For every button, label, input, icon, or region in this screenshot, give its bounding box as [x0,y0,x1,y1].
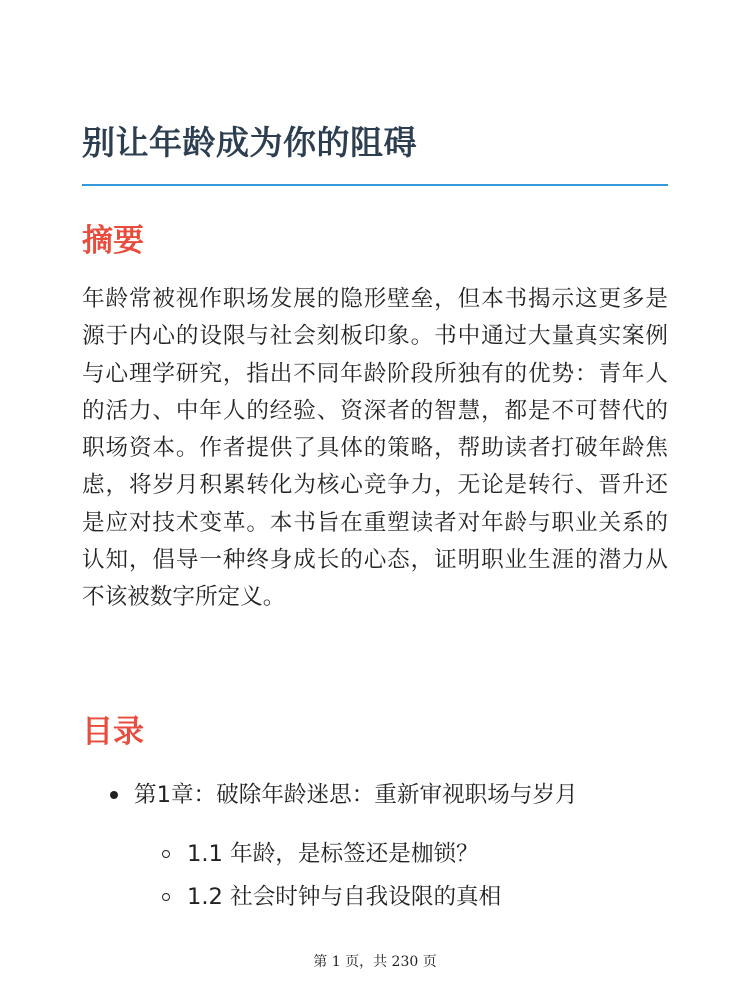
toc-section-item[interactable] [162,834,479,874]
book-title: 别让年龄成为你的阻碍 [82,123,417,162]
toc-section-item[interactable] [162,877,501,917]
summary-paragraph: 年龄常被视作职场发展的隐形壁垒，但本书揭示这更多是源于内心的设限与社会刻板印象。书中通过大量真实案例与心理学研究，指出不同年龄阶段所独有的优势：青年人的活力、中年人的经验、资深者的智慧，都是不可替代的职场资本。作者提供了具体的策略，帮助读者打破年龄焦虑，将岁月积累转化为核心竞争力，无论是转行、晋升还是应对技术变革。本书旨在重塑读者对年龄与职业关系的认知，倡导一种终身成长的心态，证明职业生涯的潜力从不该被数字所定义。 [82,286,668,611]
title-divider [82,184,668,186]
page-number-footer: 第 1 页，共 230 页 [313,954,437,970]
bullet-disc-icon [110,791,118,799]
toc-chapter-label: 第1章：破除年龄迷思：重新审视职场与岁月 [134,782,578,808]
toc-heading: 目录 [82,714,144,750]
bullet-circle-icon [162,850,170,858]
document-page [82,0,668,1000]
toc-section-label: 1.1 年龄，是标签还是枷锁？ [187,841,479,867]
bullet-circle-icon [162,893,170,901]
toc-chapter-item[interactable] [110,775,578,815]
summary-heading: 摘要 [82,223,144,259]
toc-section-label: 1.2 社会时钟与自我设限的真相 [187,884,502,910]
